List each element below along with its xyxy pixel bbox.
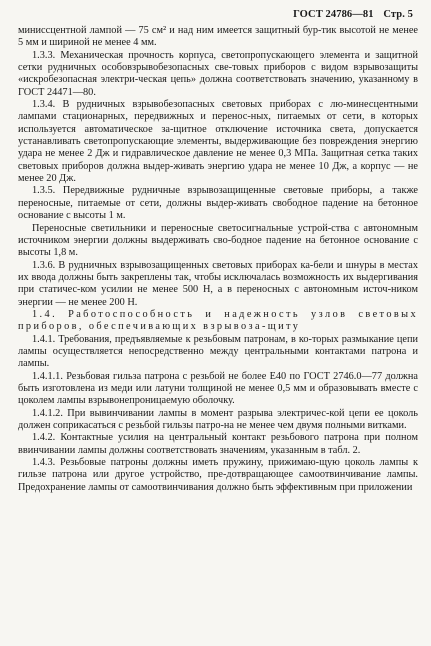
paragraph: 1.4.1. Требования, предъявляемые к резьбовым патронам, в ко-торых размыкание цепи лампы осуществляется непосредственно между центральными контактами патрона и лампы. bbox=[18, 333, 418, 370]
body-text bbox=[18, 25, 418, 494]
paragraph: 1.3.5. Передвижные рудничные взрывозащищенные световые приборы, а также переносные, питаемые от сети, должны выдер-живать свободное падение на бетонное основание с высоты 1 м. bbox=[18, 185, 418, 222]
paragraph: 1.4.2. Контактные усилия на центральный контакт резьбового патрона при полном ввинчивании лампы должны соответствовать значениям, указанным в табл. 2. bbox=[18, 432, 418, 456]
paragraph: Переносные светильники и переносные светосигнальные устрой-ства с автономным источником энергии должны выдерживать сво-бодное падение на бетонное основание с высоты 1,8 м. bbox=[18, 222, 418, 259]
page-number: Стр. 5 bbox=[383, 9, 413, 20]
section-heading: 1.4. Работоспособность и надежность узлов световых приборов, обеспечивающих взрывоза-щиту bbox=[18, 308, 418, 333]
paragraph: 1.4.1.2. При вывинчивании лампы в момент разрыва электричес-кой цепи ее цоколь должен соприкасаться с резьбой гильзы патро-на не менее чем двумя полными витками. bbox=[18, 407, 418, 431]
paragraph: 1.3.4. В рудничных взрывобезопасных световых приборах с лю-минесцентными лампами стационарных, передвижных и перенос-ных, питаемых от сети, в которых используется автоматическое за-щитное отключение источника света, допускается устанавливать светопропускающие элементы, выдерживающие без повреждения энергию удара не менее 2 Дж и гидравлическое давление не менее 0,3 МПа. Защитная сетка таких световых приборов должна выдер-живать энергию удара не менее 10 Дж, а корпус — не менее 20 Дж. bbox=[18, 99, 418, 185]
paragraph: 1.3.3. Механическая прочность корпуса, светопропускающего элемента и защитной сетки рудничных особовзрывобезопасных све-товых приборов с видом взрывозащиты «искробезопасная электри-ческая цепь» должна соответствовать значению, указанному в ГОСТ 24471—80. bbox=[18, 49, 418, 98]
paragraph: миниссцентной лампой — 75 см² и над ним имеется защитный бур-тик высотой не менее 5 мм и шириной не менее 4 мм. bbox=[18, 25, 418, 49]
standard-number: ГОСТ 24786—81 bbox=[293, 9, 374, 20]
paragraph: 1.3.6. В рудничных взрывозащищенных световых приборах ка-бели и шнуры в местах их ввода должны быть закреплены так, чтобы исключалась возможность их выдергивания при статичес-ком усилии не менее 500 Н, а в переносных с автономным источ-ником энергии — не менее 200 Н. bbox=[18, 259, 418, 308]
paragraph: 1.4.3. Резьбовые патроны должны иметь пружину, прижимаю-щую цоколь лампы к гильзе патрона или другое устройство, пре-дотвращающее самоотвинчивание лампы. Предохранение лампы от самоотвинчивания должно быть эффективным при приложении bbox=[18, 457, 418, 493]
paragraph: 1.4.1.1. Резьбовая гильза патрона с резьбой не более Е40 по ГОСТ 2746.0—77 должна быть изготовлена из меди или латуни толщиной не менее 0,5 мм и образовывать вместе с цоколем лампы взрывонепроницаемую оболочку. bbox=[18, 370, 418, 407]
page-header bbox=[293, 9, 413, 20]
